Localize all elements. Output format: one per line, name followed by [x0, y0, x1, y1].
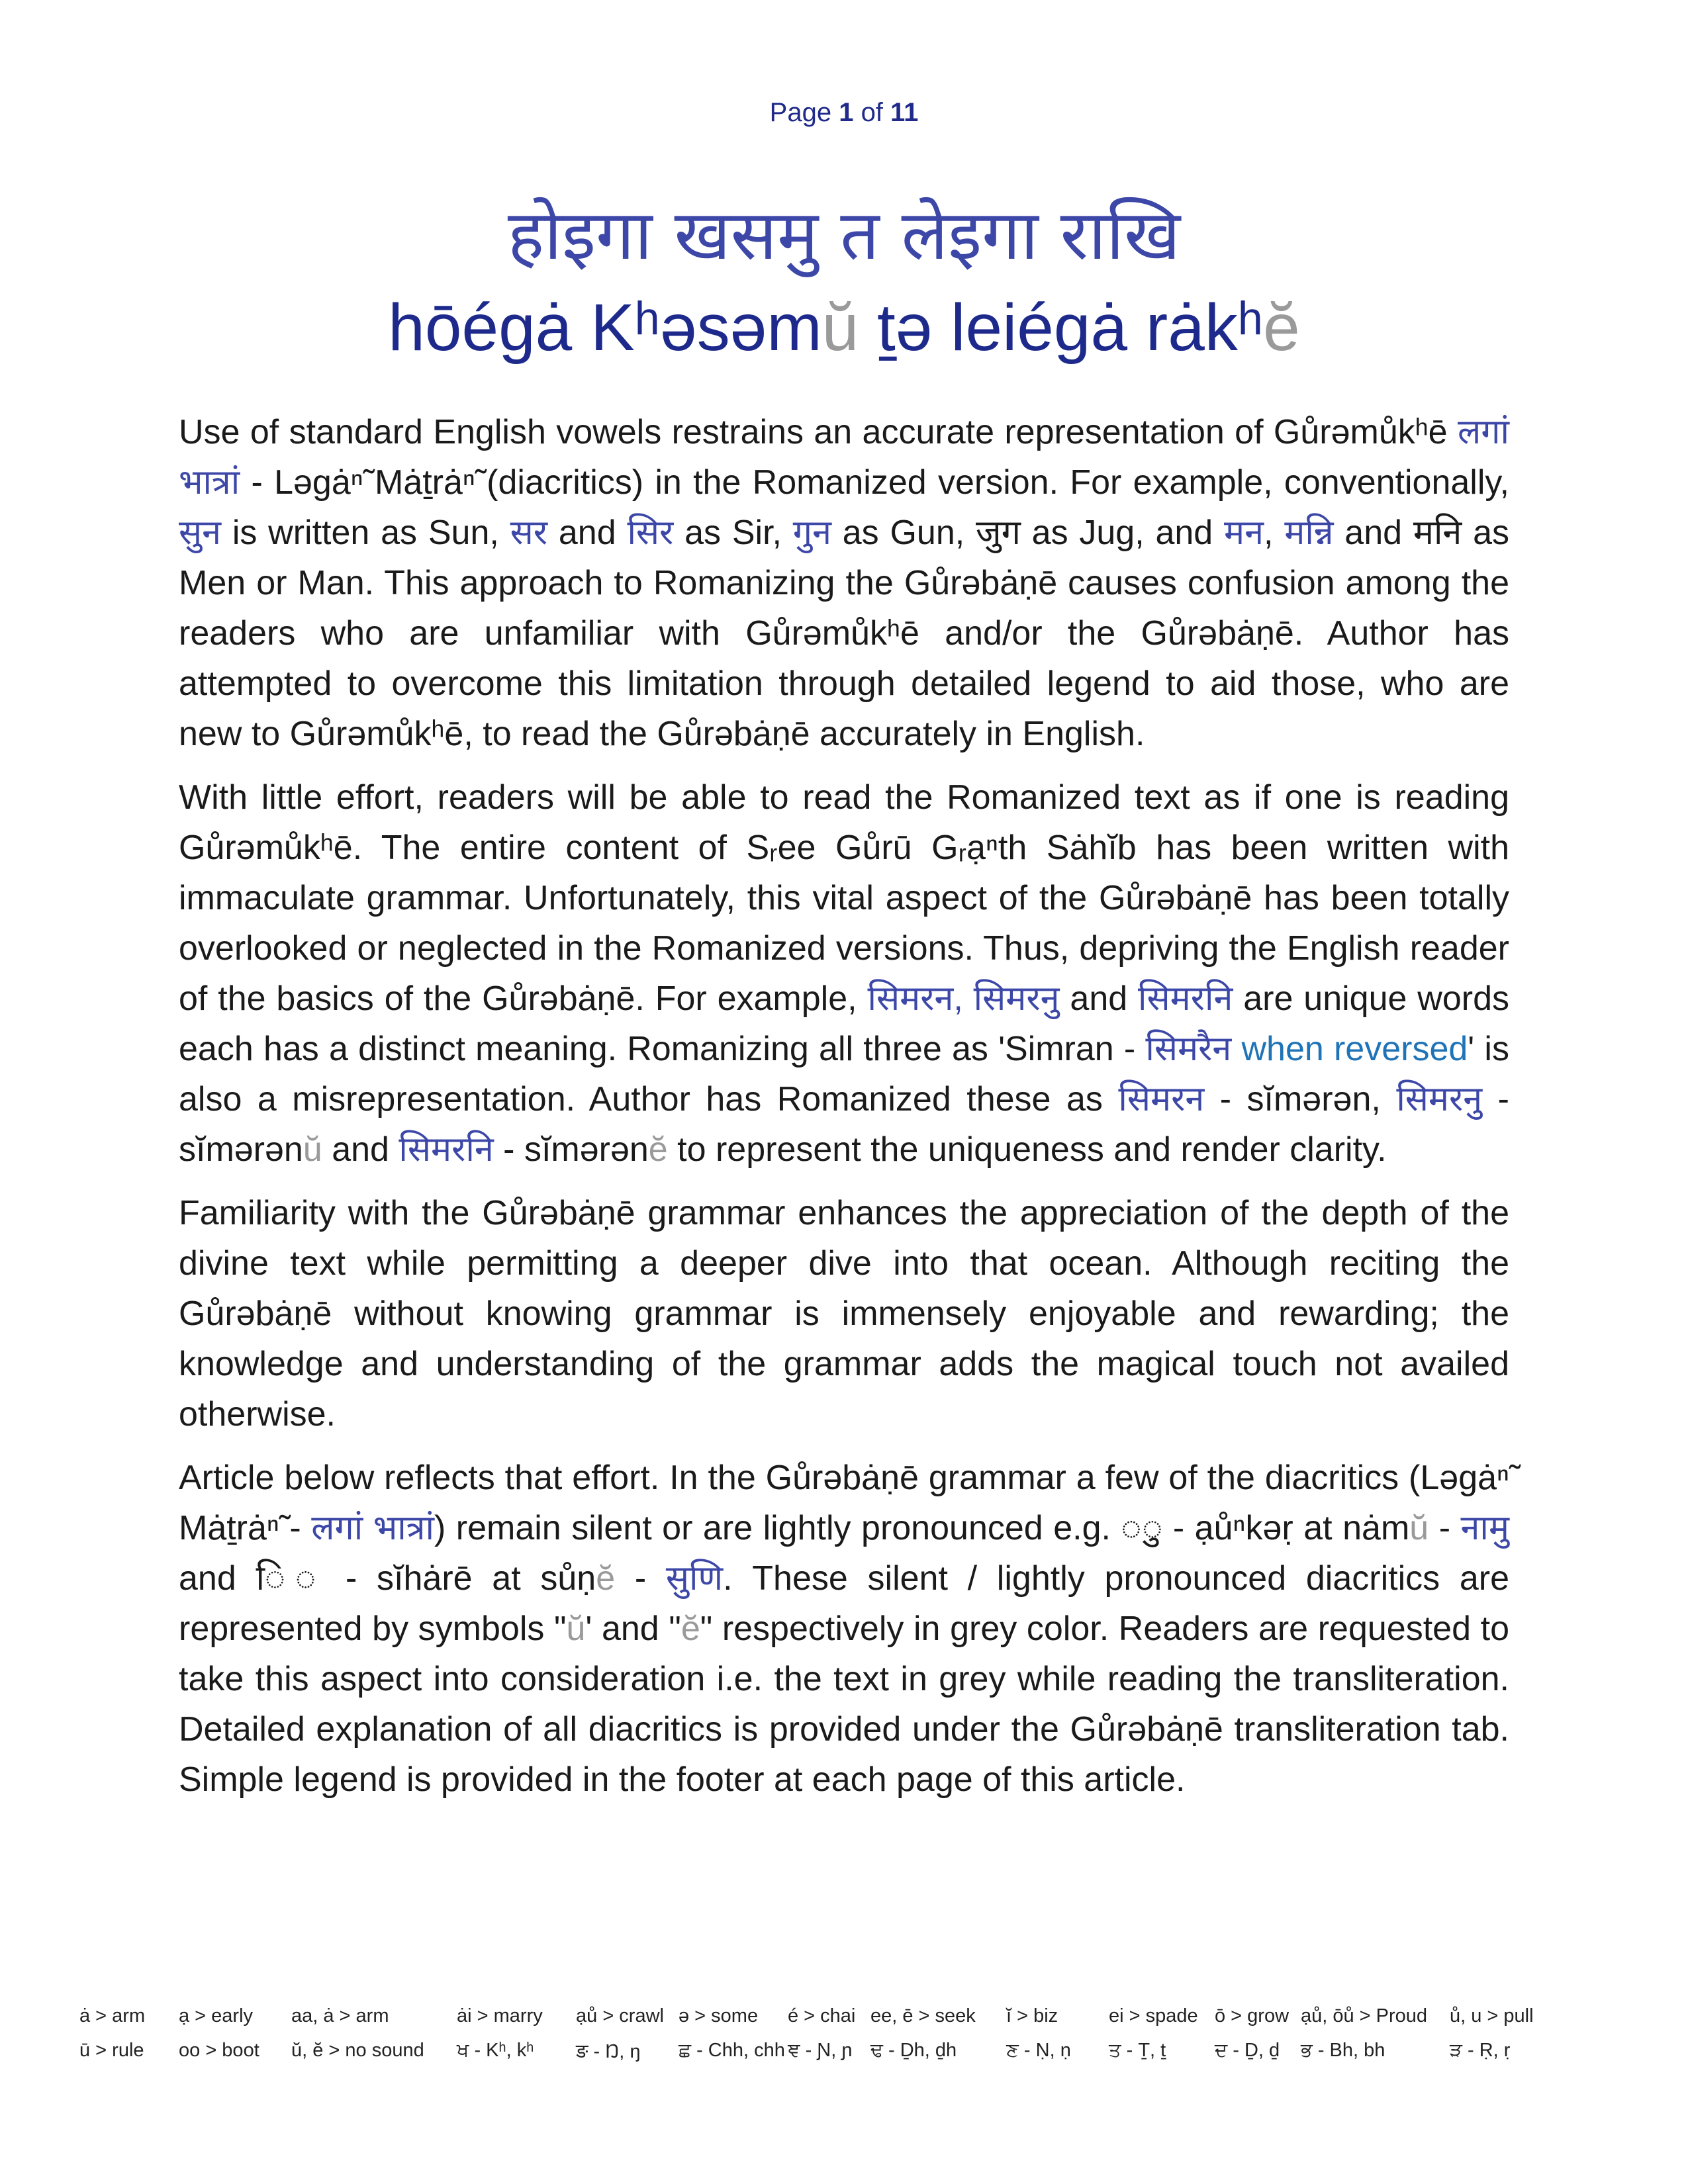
grey-vowel: ŭ — [1409, 1509, 1429, 1547]
page-number — [0, 98, 1688, 128]
legend-item: ŭ, ĕ > no sound — [291, 2039, 424, 2061]
page-total: 11 — [890, 98, 919, 127]
legend-item: ਤ - Ṯ, ṯ — [1109, 2039, 1166, 2061]
legend-item: ū > rule — [79, 2039, 144, 2061]
paragraph-1 — [179, 407, 1509, 759]
devanagari-term: मन — [1224, 514, 1264, 552]
devanagari-term: सिमरन — [1118, 1080, 1205, 1118]
legend-row-consonants — [79, 2033, 1622, 2068]
devanagari-term: सिमरनि — [1138, 979, 1233, 1018]
legend-item: ੜ - Ṛ, ṛ — [1450, 2039, 1511, 2061]
devanagari-term: सुणि — [665, 1559, 724, 1598]
page-prefix: Page — [769, 98, 832, 127]
legend-item: ਖ - Kʰ, kʰ — [457, 2039, 534, 2061]
title-rom-part: hōégȧ Kʰəsəm — [388, 291, 822, 365]
legend-item: ů, u > pull — [1450, 2005, 1534, 2026]
text: ' and " — [585, 1610, 681, 1648]
legend-item: ə > some — [679, 2005, 759, 2026]
grey-vowel: ŭ — [566, 1610, 586, 1648]
text: With little effort, readers will be able to read the Romanized text as if one is reading Gůrəmůkʰē. The entire content of Sᵣee Gůrū Gᵣạⁿth Sȧhĭb has been written with immaculate grammar. Unfortunately, this vital aspect of the Gůrəbȧṇē has been totally overlooked or neglected in the Romanized versions. Thus, depriving the English reader of the basics of the Gůrəbȧṇē. For example, — [179, 778, 1509, 1018]
text: - sĭmərən — [179, 1080, 1509, 1169]
title-romanized — [0, 281, 1688, 374]
text: - — [615, 1559, 666, 1598]
devanagari-term: लगां भात्रां — [179, 413, 1509, 502]
text: ) remain silent or are lightly pronounced e.g. ◌ु - ạůⁿkəṛ at nȧm — [434, 1509, 1410, 1547]
paragraph-3: Familiarity with the Gůrəbȧṇē grammar enhances the appreciation of the depth of the divine text while permitting a deeper dive into that ocean. Although reciting the Gůrəbȧṇē without knowing grammar is immensely enjoyable and rewarding; the knowledge and understanding of the grammar adds the magical touch not availed otherwise. — [179, 1194, 1509, 1433]
devanagari-term: लगां भात्रां — [311, 1509, 434, 1547]
devanagari-term: सिमरैन — [1145, 1030, 1232, 1068]
paragraph-4 — [179, 1453, 1509, 1805]
legend-item: ङ - Ŋ, ŋ — [576, 2040, 641, 2062]
devanagari-term: सर — [510, 514, 548, 552]
grey-vowel: ĕ — [596, 1559, 616, 1598]
legend-item: ō > grow — [1215, 2005, 1289, 2026]
text: and — [322, 1130, 399, 1169]
legend-item: ạů, ōů > Proud — [1301, 2005, 1428, 2026]
devanagari-term: सुन — [179, 514, 222, 552]
legend-item: ei > spade — [1109, 2005, 1198, 2026]
title-devanagari: होइगा खसमु त लेइगा राखि — [507, 195, 1181, 275]
text: as Gun, जुग as Jug, and — [831, 514, 1225, 552]
text: to represent the uniqueness and render clarity. — [667, 1130, 1387, 1169]
devanagari-term: सिमरन, सिमरनु — [867, 979, 1060, 1018]
legend-item: aa, ȧ > arm — [291, 2005, 389, 2026]
devanagari-term: सिमरनु — [1396, 1080, 1483, 1118]
legend-item: ȧ > arm — [79, 2005, 146, 2026]
text: " respectively in grey color. Readers are requested to take this aspect into consideration i.e. the text in grey while reading the transliteration. Detailed explanation of all diacritics is provided under the Gůrəbȧṇē transliteration tab. Simple legend is provided in the footer at each page of this article. — [179, 1610, 1510, 1799]
legend-item: ਞ - Ɲ, ɲ — [788, 2039, 853, 2061]
article-body — [179, 407, 1509, 1818]
devanagari-term: गुन — [792, 514, 831, 552]
grey-vowel: ŭ — [303, 1130, 322, 1169]
legend-item: ĭ > biz — [1006, 2005, 1058, 2026]
text: Article below reflects that effort. In the Gůrəbȧṇē grammar a few of the diacritics (Ləgȧⁿ̃ Mȧṯrȧⁿ̃ - — [179, 1459, 1509, 1547]
text: is written as Sun, — [221, 514, 510, 552]
text: and मनि as Men or Man. This approach to Romanizing the Gůrəbȧṇē causes confusion among the readers who are unfamiliar with Gůrəmůkʰē and/or the Gůrəbȧṇē. Author has attempted to overcome this limitation through detailed legend to aid those, who are new to Gůrəmůkʰē, to read the Gůrəbȧṇē accurately in English. — [179, 514, 1509, 753]
title-grey-vowel: ŭ — [821, 291, 859, 365]
legend-item: ਣ - Ṇ, ṇ — [1006, 2039, 1071, 2061]
legend-item: oo > boot — [179, 2039, 259, 2061]
text: and — [547, 514, 628, 552]
pronunciation-legend — [79, 1999, 1622, 2068]
text: Use of standard English vowels restrains an accurate representation of Gůrəmůkʰē — [179, 413, 1458, 451]
title-grey-vowel: ĕ — [1263, 291, 1300, 365]
grey-vowel: ĕ — [680, 1610, 700, 1648]
devanagari-term: सिमरनि — [399, 1130, 494, 1169]
legend-item: é > chai — [788, 2005, 856, 2026]
grey-vowel: ĕ — [648, 1130, 668, 1169]
paragraph-2 — [179, 772, 1509, 1175]
legend-item: ਭ - Bh, bh — [1301, 2039, 1385, 2061]
devanagari-term: सिर — [627, 514, 674, 552]
page-of: of — [861, 98, 883, 127]
legend-item: ạů > crawl — [576, 2005, 664, 2026]
legend-item: ee, ē > seek — [870, 2005, 976, 2026]
legend-item: ạ > early — [179, 2005, 254, 2026]
reversed-note: when reversed — [1231, 1030, 1468, 1068]
text: - sĭmərən, — [1204, 1080, 1397, 1118]
legend-item: ਢ - Ḏh, ḏh — [870, 2039, 957, 2061]
text: and ि◌ - sĭhȧrē at sůṇ — [179, 1559, 596, 1598]
text: - Ləgȧⁿ̃ Mȧṯrȧⁿ̃ (diacritics) in the Romanized version. For example, conventionally, — [240, 463, 1509, 502]
legend-row-vowels — [79, 1999, 1622, 2033]
text: - — [1429, 1509, 1461, 1547]
text: - sĭmərən — [493, 1130, 649, 1169]
text: are unique words each has a distinct meaning. Romanizing all three as 'Simran - — [179, 979, 1510, 1068]
legend-item: ਛ - Chh, chh — [679, 2039, 785, 2061]
devanagari-term: नामु — [1460, 1509, 1509, 1547]
legend-item: ਦ - Ḏ, ḏ — [1215, 2039, 1280, 2061]
title-block — [0, 189, 1688, 374]
text: , — [1264, 514, 1285, 552]
devanagari-term: मन्नि — [1284, 514, 1334, 552]
text: . These silent / lightly pronounced diacritics are represented by symbols " — [179, 1559, 1509, 1648]
page-current: 1 — [839, 98, 854, 127]
text: as Sir, — [673, 514, 793, 552]
text: ' is also a misrepresentation. Author has Romanized these as — [179, 1030, 1509, 1118]
text: and — [1059, 979, 1139, 1018]
legend-item: ȧi > marry — [457, 2005, 543, 2026]
title-rom-part: ṯə leiégȧ rȧkʰ — [859, 291, 1264, 365]
